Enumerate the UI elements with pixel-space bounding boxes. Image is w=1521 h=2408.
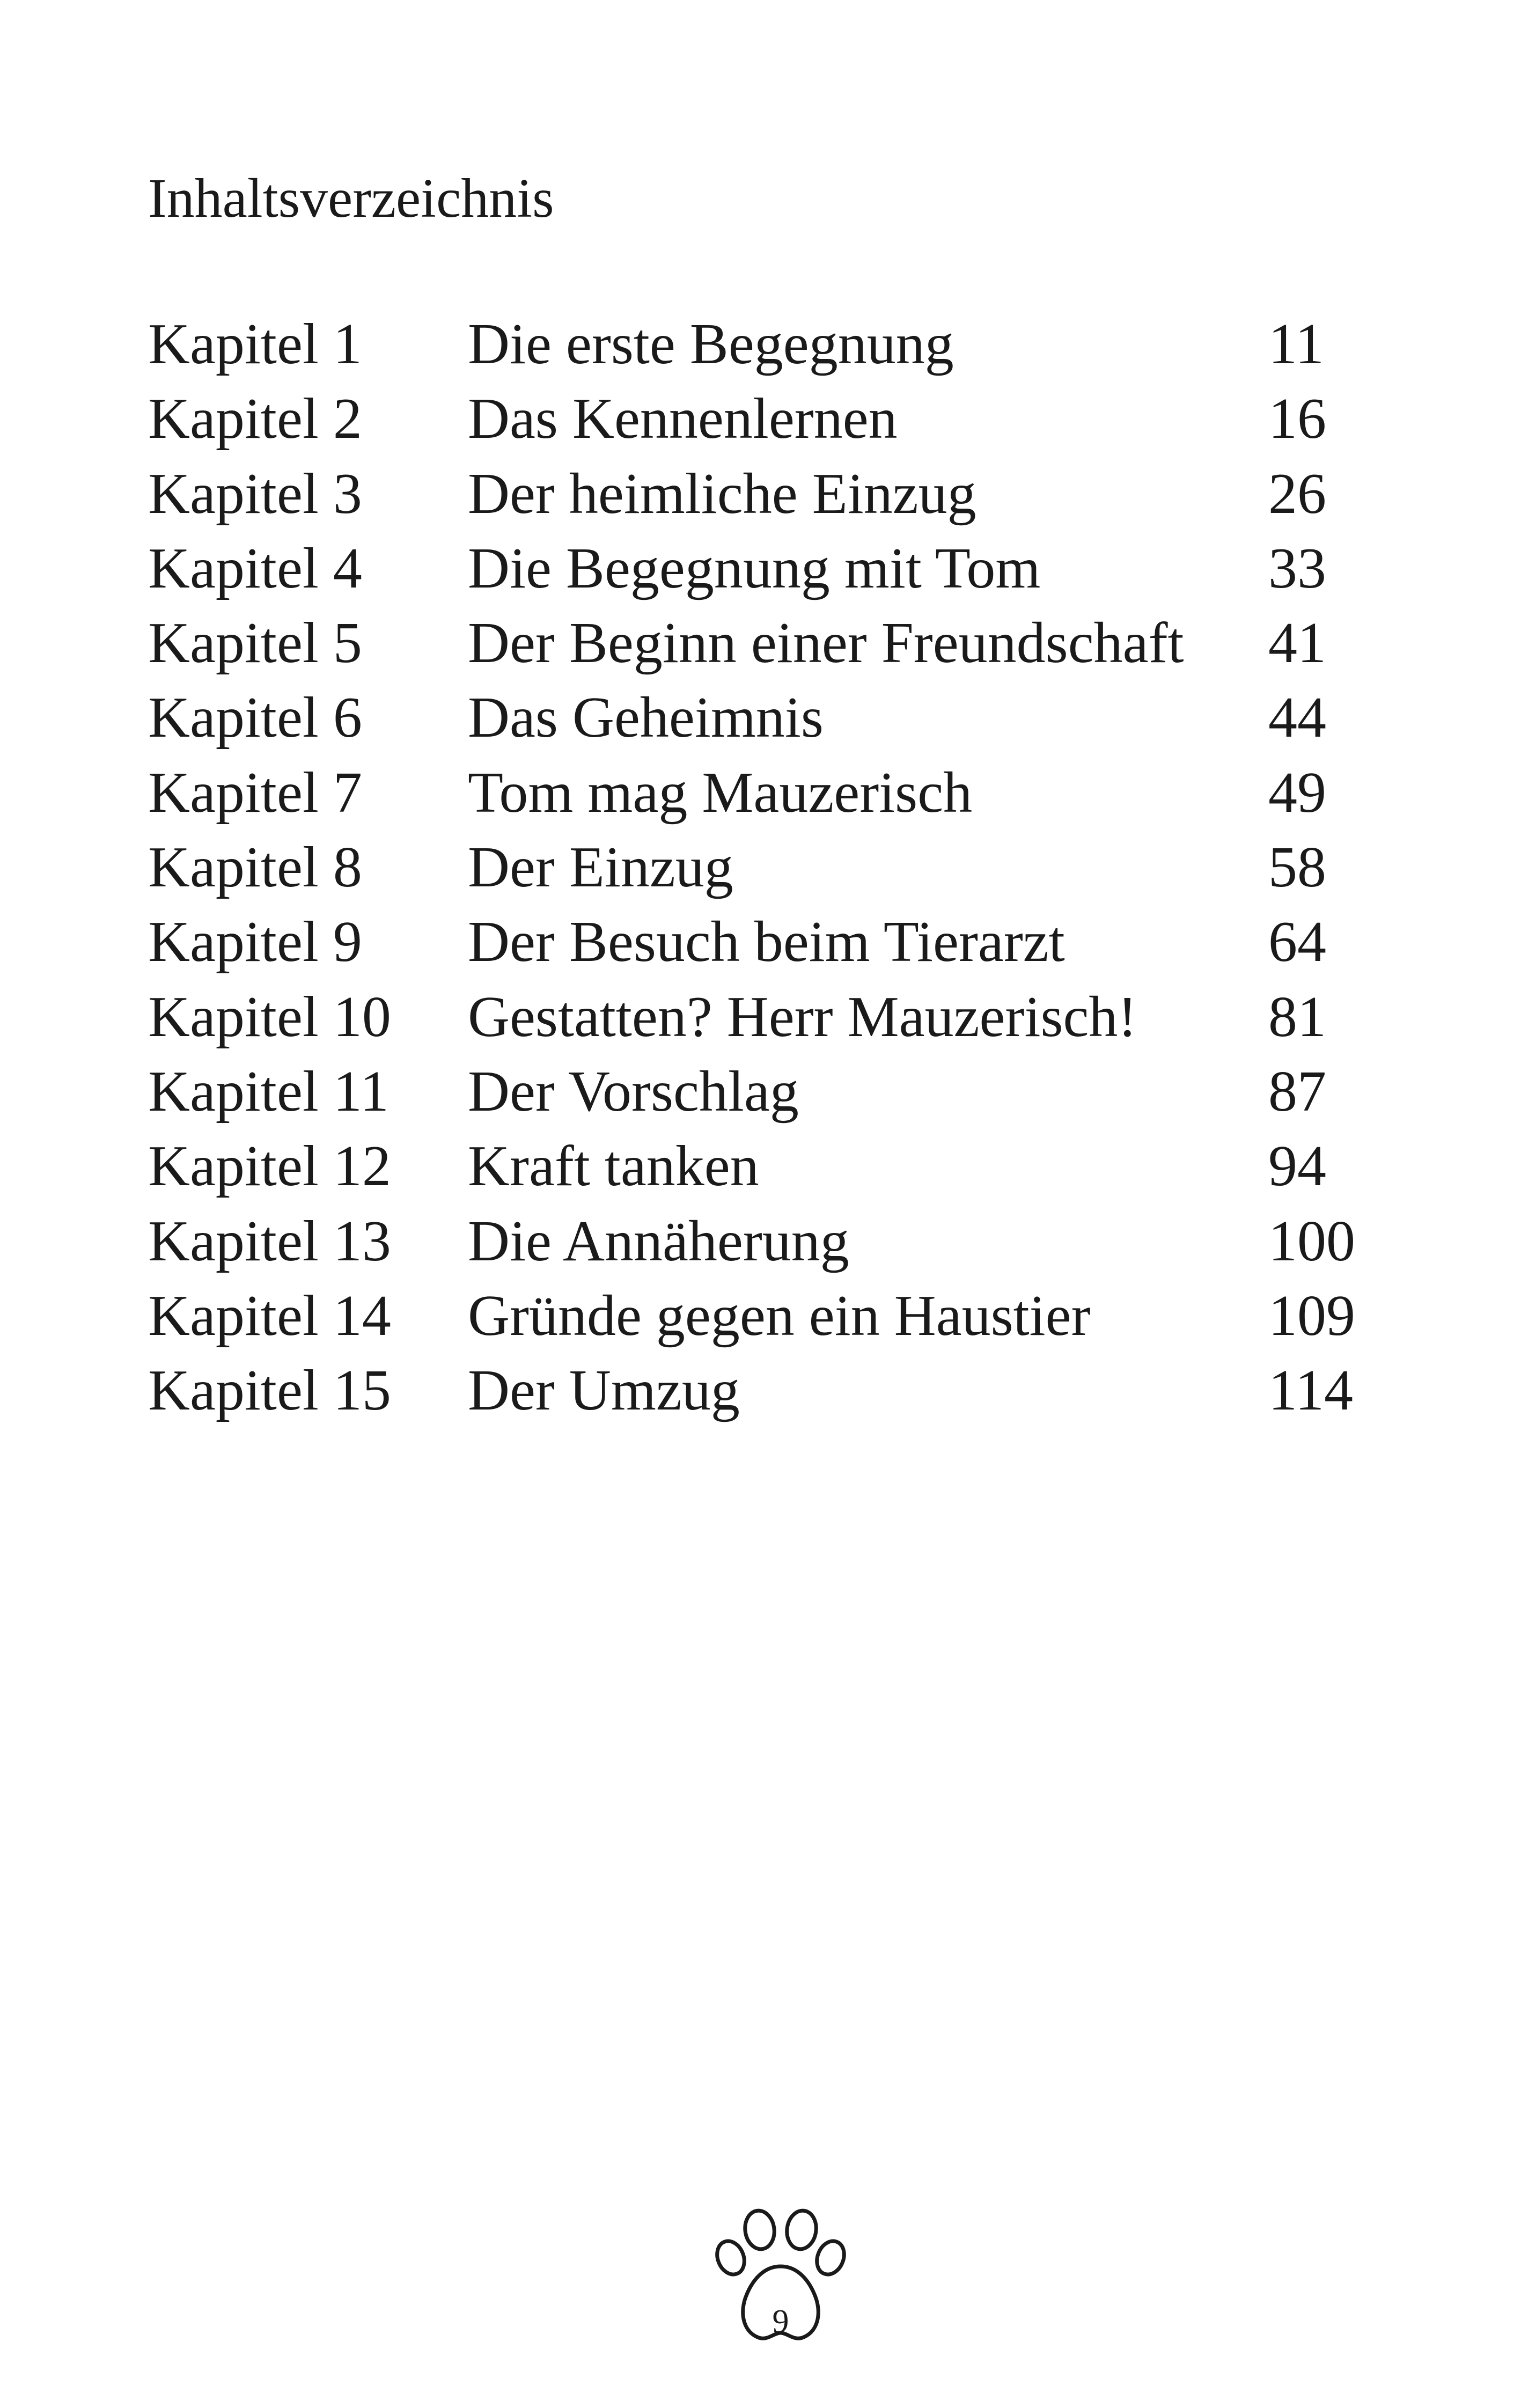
toc-entry[interactable] — [148, 1279, 1382, 1353]
table-of-contents — [148, 307, 1382, 1428]
chapter-page-number: 94 — [1268, 1134, 1326, 1199]
chapter-label: Kapitel 12 — [148, 1134, 391, 1199]
toc-entry[interactable] — [148, 307, 1382, 381]
toc-entry[interactable] — [148, 755, 1382, 830]
page-heading: Inhaltsverzeichnis — [148, 167, 554, 229]
chapter-page-number: 100 — [1268, 1209, 1355, 1273]
chapter-page-number: 33 — [1268, 536, 1326, 600]
chapter-label: Kapitel 6 — [148, 686, 362, 750]
chapter-title: Die erste Begegnung — [468, 312, 954, 376]
chapter-title: Der Besuch beim Tierarzt — [468, 910, 1065, 974]
chapter-page-number: 41 — [1268, 611, 1326, 676]
chapter-label: Kapitel 8 — [148, 835, 362, 900]
chapter-title: Der heimliche Einzug — [468, 461, 976, 526]
toc-entry[interactable] — [148, 381, 1382, 456]
toc-entry[interactable] — [148, 905, 1382, 979]
chapter-label: Kapitel 10 — [148, 985, 391, 1049]
toc-entry[interactable] — [148, 980, 1382, 1054]
toc-entry[interactable] — [148, 1353, 1382, 1428]
toc-entry[interactable] — [148, 1054, 1382, 1129]
chapter-title: Der Umzug — [468, 1359, 740, 1423]
chapter-label: Kapitel 13 — [148, 1209, 391, 1273]
toc-entry[interactable] — [148, 606, 1382, 680]
chapter-title: Die Begegnung mit Tom — [468, 536, 1041, 600]
toc-entry[interactable] — [148, 830, 1382, 905]
chapter-title: Gestatten? Herr Mauzerisch! — [468, 985, 1137, 1049]
chapter-page-number: 114 — [1268, 1359, 1353, 1423]
chapter-title: Das Kennenlernen — [468, 387, 898, 451]
toc-entry[interactable] — [148, 1129, 1382, 1203]
chapter-page-number: 44 — [1268, 686, 1326, 750]
chapter-label: Kapitel 7 — [148, 760, 362, 825]
chapter-label: Kapitel 4 — [148, 536, 362, 600]
chapter-page-number: 58 — [1268, 835, 1326, 900]
chapter-title: Der Einzug — [468, 835, 733, 900]
chapter-label: Kapitel 11 — [148, 1059, 389, 1124]
chapter-page-number: 16 — [1268, 387, 1326, 451]
toc-entry[interactable] — [148, 680, 1382, 755]
chapter-label: Kapitel 5 — [148, 611, 362, 676]
chapter-label: Kapitel 15 — [148, 1359, 391, 1423]
chapter-title: Der Vorschlag — [468, 1059, 799, 1124]
chapter-label: Kapitel 2 — [148, 387, 362, 451]
chapter-title: Kraft tanken — [468, 1134, 759, 1199]
chapter-title: Gründe gegen ein Haustier — [468, 1283, 1091, 1348]
toc-entry[interactable] — [148, 531, 1382, 606]
chapter-page-number: 81 — [1268, 985, 1326, 1049]
chapter-label: Kapitel 9 — [148, 910, 362, 974]
page-folio — [711, 2206, 850, 2350]
chapter-page-number: 64 — [1268, 910, 1326, 974]
chapter-title: Tom mag Mauzerisch — [468, 760, 973, 825]
chapter-label: Kapitel 1 — [148, 312, 362, 376]
toc-entry[interactable] — [148, 457, 1382, 531]
chapter-page-number: 87 — [1268, 1059, 1326, 1124]
chapter-label: Kapitel 3 — [148, 461, 362, 526]
chapter-page-number: 26 — [1268, 461, 1326, 526]
chapter-page-number: 49 — [1268, 760, 1326, 825]
chapter-page-number: 11 — [1268, 312, 1324, 376]
chapter-title: Der Beginn einer Freundschaft — [468, 611, 1184, 676]
chapter-title: Die Annäherung — [468, 1209, 849, 1273]
toc-entry[interactable] — [148, 1204, 1382, 1279]
page-number: 9 — [772, 2303, 789, 2340]
chapter-label: Kapitel 14 — [148, 1283, 391, 1348]
chapter-page-number: 109 — [1268, 1283, 1355, 1348]
chapter-title: Das Geheimnis — [468, 686, 824, 750]
